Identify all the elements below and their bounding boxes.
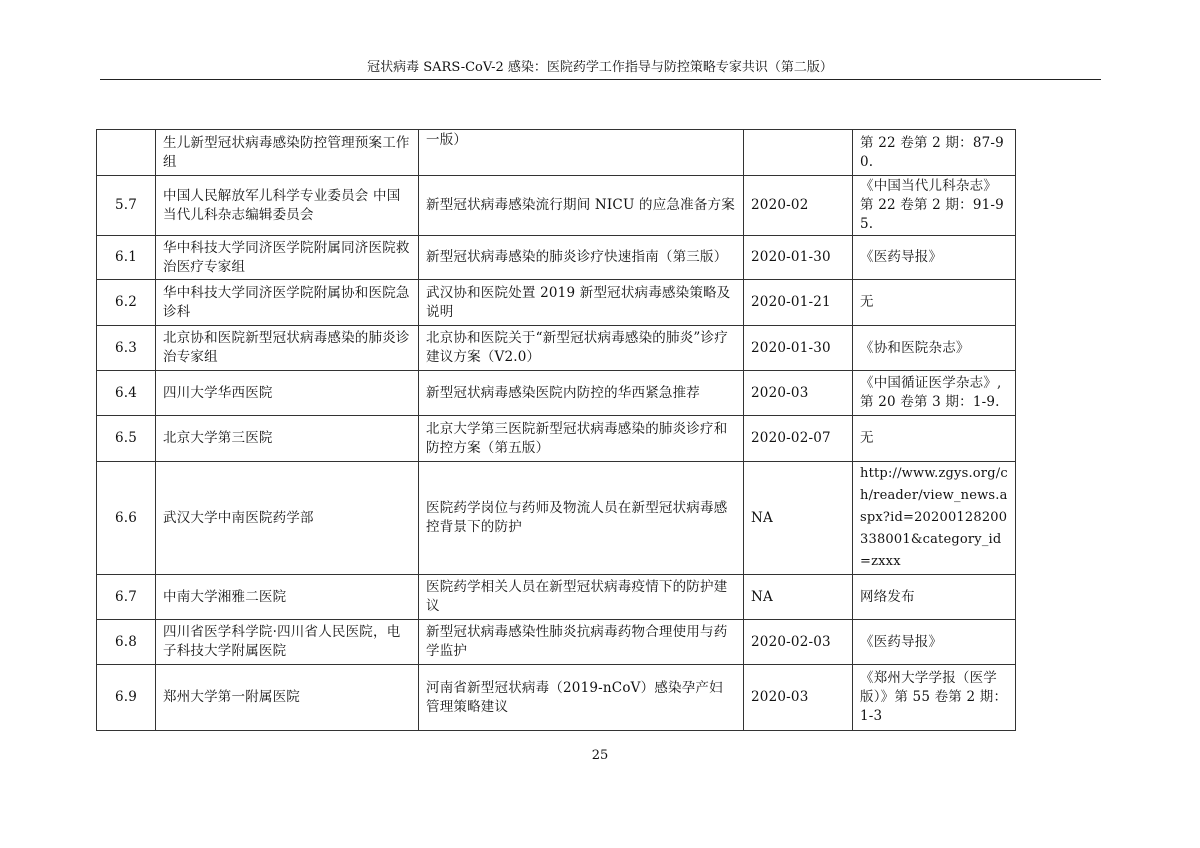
source-cell: 无 [853,280,1016,326]
table-row [97,130,1016,176]
source-cell: 《郑州大学学报（医学版）》第 55 卷第 2 期：1-3 [853,665,1016,731]
table-row [97,416,1016,462]
row-number [97,130,156,176]
document-title-cell: 新型冠状病毒感染性肺炎抗病毒药物合理使用与药学监护 [419,620,744,665]
row-number: 6.6 [97,462,156,575]
document-title-cell: 北京大学第三医院新型冠状病毒感染的肺炎诊疗和防控方案（第五版） [419,416,744,462]
row-number: 6.7 [97,575,156,620]
source-cell: 《医药导报》 [853,620,1016,665]
header-divider [100,79,1101,80]
date-cell: 2020-01-30 [744,236,853,280]
row-number: 6.8 [97,620,156,665]
organization-cell: 武汉大学中南医院药学部 [156,462,419,575]
table-row [97,176,1016,236]
page-number: 25 [591,748,609,763]
organization-cell: 华中科技大学同济医学院附属同济医院救治医疗专家组 [156,236,419,280]
source-cell: http://www.zgys.org/ch/reader/view_news.aspx?id=20200128200338001&category_id=zxxx [853,462,1016,575]
row-number: 6.9 [97,665,156,731]
date-cell: 2020-03 [744,371,853,416]
document-title-cell: 新型冠状病毒感染的肺炎诊疗快速指南（第三版） [419,236,744,280]
row-number: 6.4 [97,371,156,416]
table-row [97,575,1016,620]
document-title-cell: 北京协和医院关于“新型冠状病毒感染的肺炎”诊疗建议方案（V2.0） [419,326,744,371]
date-cell: 2020-03 [744,665,853,731]
row-number: 6.1 [97,236,156,280]
row-number: 6.2 [97,280,156,326]
source-cell: 第 22 卷第 2 期：87-90. [853,130,1016,176]
date-cell: 2020-02 [744,176,853,236]
date-cell: 2020-02-07 [744,416,853,462]
source-cell: 《中国当代儿科杂志》第 22 卷第 2 期：91-95. [853,176,1016,236]
document-title-cell: 新型冠状病毒感染医院内防控的华西紧急推荐 [419,371,744,416]
source-cell: 《协和医院杂志》 [853,326,1016,371]
date-cell: NA [744,575,853,620]
document-title-cell: 医院药学相关人员在新型冠状病毒疫情下的防护建议 [419,575,744,620]
document-title-cell: 武汉协和医院处置 2019 新型冠状病毒感染策略及说明 [419,280,744,326]
table-row [97,280,1016,326]
document-title-cell: 一版） [419,130,744,176]
source-cell: 无 [853,416,1016,462]
table-row [97,326,1016,371]
date-cell [744,130,853,176]
organization-cell: 四川省医学科学院·四川省人民医院，电子科技大学附属医院 [156,620,419,665]
table-row [97,236,1016,280]
source-cell: 《中国循证医学杂志》, 第 20 卷第 3 期：1-9. [853,371,1016,416]
organization-cell: 中国人民解放军儿科学专业委员会 中国当代儿科杂志编辑委员会 [156,176,419,236]
date-cell: NA [744,462,853,575]
document-title-cell: 新型冠状病毒感染流行期间 NICU 的应急准备方案 [419,176,744,236]
reference-table [96,129,1016,731]
page-header: 冠状病毒 SARS-CoV-2 感染：医院药学工作指导与防控策略专家共识（第二版） [367,60,833,75]
table-row [97,665,1016,731]
organization-cell: 四川大学华西医院 [156,371,419,416]
row-number: 5.7 [97,176,156,236]
organization-cell: 北京协和医院新型冠状病毒感染的肺炎诊治专家组 [156,326,419,371]
date-cell: 2020-02-03 [744,620,853,665]
date-cell: 2020-01-30 [744,326,853,371]
row-number: 6.3 [97,326,156,371]
table-row [97,371,1016,416]
organization-cell: 中南大学湘雅二医院 [156,575,419,620]
date-cell: 2020-01-21 [744,280,853,326]
organization-cell: 北京大学第三医院 [156,416,419,462]
table-row [97,620,1016,665]
document-title-cell: 医院药学岗位与药师及物流人员在新型冠状病毒感控背景下的防护 [419,462,744,575]
organization-cell: 郑州大学第一附属医院 [156,665,419,731]
source-cell: 《医药导报》 [853,236,1016,280]
organization-cell: 华中科技大学同济医学院附属协和医院急诊科 [156,280,419,326]
organization-cell: 生儿新型冠状病毒感染防控管理预案工作组 [156,130,419,176]
table-row [97,462,1016,575]
document-title-cell: 河南省新型冠状病毒（2019-nCoV）感染孕产妇管理策略建议 [419,665,744,731]
row-number: 6.5 [97,416,156,462]
source-cell: 网络发布 [853,575,1016,620]
